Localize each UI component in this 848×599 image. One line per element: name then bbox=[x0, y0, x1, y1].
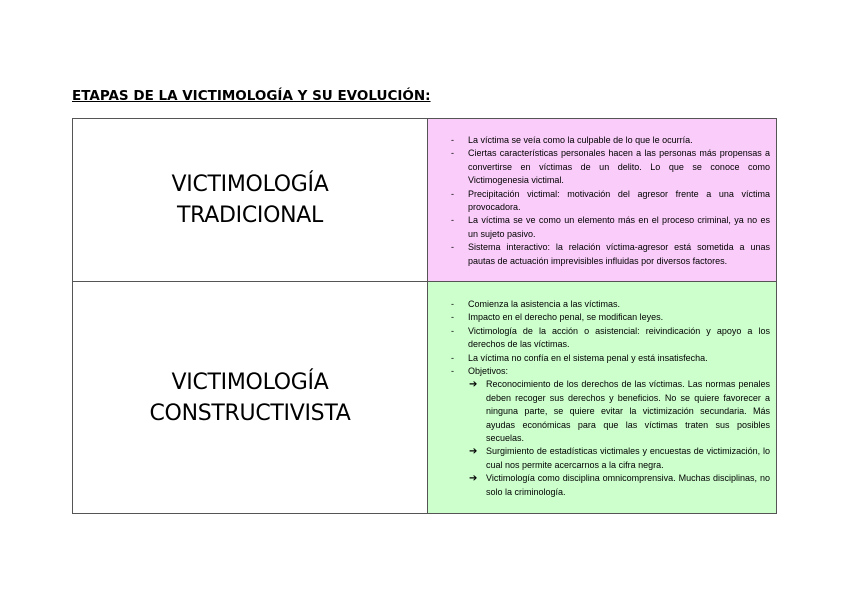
objective-text: Surgimiento de estadísticas victimales y encuestas de victimización, lo cual nos permite acercarnos a la cifra negra. bbox=[486, 446, 770, 470]
objectives-list bbox=[468, 378, 770, 499]
stage-title-line: VICTIMOLOGÍA bbox=[171, 369, 329, 395]
list-item: - Sistema interactivo: la relación víctima-agresor está sometida a unas pautas de actuación imprevisibles influidas por diversos factores. bbox=[428, 241, 770, 268]
list-item: - La víctima se veía como la culpable de lo que le ocurría. bbox=[428, 134, 770, 147]
objective-text: Reconocimiento de los derechos de las víctimas. Las normas penales deben recoger sus derechos y beneficios. No se quiere favorecer a ninguna parte, se quiere evitar la victimización secundaria. Más ayudas económicas para que las víctimas traten sus posibles secuelas. bbox=[486, 379, 770, 444]
arrow-right-icon: ➔ bbox=[469, 446, 478, 458]
list-item: - Victimología de la acción o asistencial: reivindicación y apoyo a los derechos de las víctimas. bbox=[428, 325, 770, 352]
stage-title-line: TRADICIONAL bbox=[177, 203, 323, 228]
stage-title-line: CONSTRUCTIVISTA bbox=[149, 400, 351, 426]
list-item: - La víctima no confía en el sistema penal y está insatisfecha. bbox=[428, 352, 770, 365]
stage-title-line: VICTIMOLOGÍA bbox=[171, 172, 329, 197]
arrow-right-icon: ➔ bbox=[469, 473, 478, 485]
objective-item bbox=[468, 472, 770, 499]
traditional-list bbox=[428, 134, 770, 268]
stage-description-constructivist bbox=[428, 282, 777, 514]
table-row-constructivist bbox=[73, 282, 777, 514]
objective-text: Victimología como disciplina omnicomprensiva. Muchas disciplinas, no solo la criminología. bbox=[486, 473, 770, 497]
objectives-label: Objetivos: bbox=[468, 365, 509, 376]
list-item: - Impacto en el derecho penal, se modifican leyes. bbox=[428, 311, 770, 324]
list-item: - Ciertas características personales hacen a las personas más propensas a convertirse en víctimas de un delito. Lo que se conoce como Victimogenesia victimal. bbox=[428, 147, 770, 187]
table-row-traditional bbox=[73, 119, 777, 282]
objective-item bbox=[468, 378, 770, 445]
list-item: - La víctima se ve como un elemento más en el proceso criminal, ya no es un sujeto pasivo. bbox=[428, 214, 770, 241]
list-item-objectives bbox=[428, 365, 770, 499]
stage-description-traditional bbox=[428, 119, 777, 282]
stages-table bbox=[72, 118, 777, 514]
list-item: - Precipitación victimal: motivación del agresor frente a una víctima provocadora. bbox=[428, 188, 770, 215]
stage-title-traditional bbox=[73, 119, 428, 282]
stage-title-constructivist bbox=[73, 282, 428, 514]
document-heading: ETAPAS DE LA VICTIMOLOGÍA Y SU EVOLUCIÓN: bbox=[72, 88, 431, 104]
objective-item bbox=[468, 445, 770, 472]
constructivist-list bbox=[428, 298, 770, 499]
list-item: - Comienza la asistencia a las víctimas. bbox=[428, 298, 770, 311]
arrow-right-icon: ➔ bbox=[469, 379, 478, 391]
